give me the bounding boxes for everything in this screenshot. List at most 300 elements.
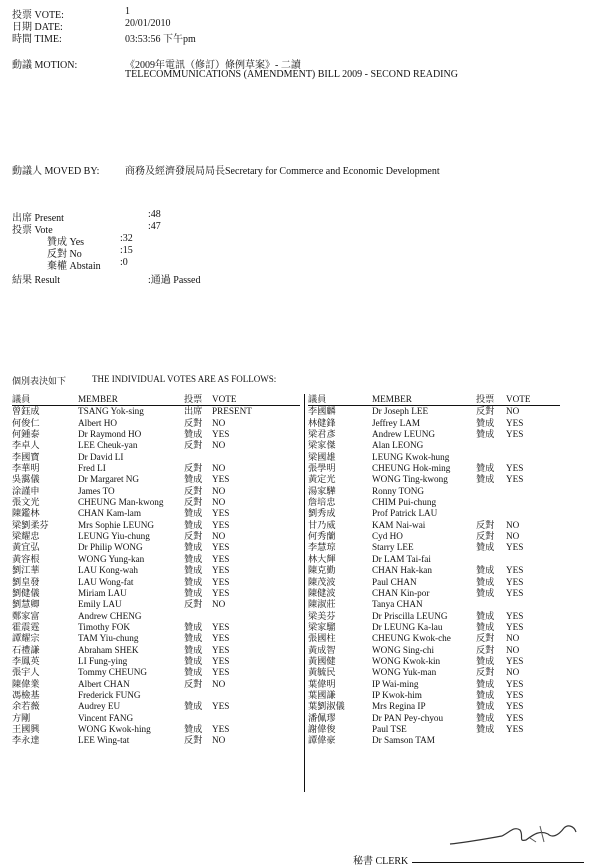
member-name-en: Alan LEONG (372, 440, 424, 451)
table-row (308, 577, 560, 588)
vote-en: YES (506, 678, 524, 689)
member-name-en: Mrs Regina IP (372, 701, 426, 712)
member-name-zh: 黃國健 (308, 655, 336, 666)
member-name-en: Dr LAM Tai-fai (372, 553, 431, 564)
vote-zh: 贊成 (184, 565, 203, 576)
member-name-zh: 黃容根 (12, 553, 40, 564)
vote-en: YES (506, 701, 524, 712)
header-vote-en: VOTE (506, 394, 560, 406)
member-name-en: Timothy FOK (78, 621, 130, 632)
result-label: 結果 Result (12, 275, 61, 286)
table-row (308, 633, 560, 644)
no-label: 反對 No (47, 249, 82, 260)
member-name-en: TAM Yiu-chung (78, 633, 139, 644)
vote-en: NO (212, 531, 226, 542)
table-row (12, 701, 300, 712)
table-row (12, 508, 300, 519)
vote-zh: 贊成 (184, 508, 203, 519)
header-member-zh: 議員 (308, 394, 372, 406)
table-row (12, 406, 300, 418)
member-name-zh: 謝偉俊 (308, 723, 336, 734)
vote-en: YES (212, 701, 230, 712)
member-name-en: LAU Kong-wah (78, 565, 138, 576)
table-row (12, 418, 300, 429)
table-row (12, 577, 300, 588)
vote-en (506, 735, 560, 746)
table-row (308, 474, 560, 485)
table-row (12, 474, 300, 485)
vote-zh: 贊成 (184, 542, 203, 553)
vote-en: YES (212, 644, 230, 655)
clerk-signature (440, 812, 590, 852)
table-row (12, 690, 300, 701)
motion-label: 動議 MOTION: (12, 60, 78, 71)
member-name-zh: 劉秀成 (308, 508, 336, 519)
member-name-en: Andrew LEUNG (372, 429, 436, 440)
vote-en: YES (212, 519, 230, 530)
vote-zh: 贊成 (476, 712, 495, 723)
table-row (12, 452, 300, 463)
member-name-zh: 劉江華 (12, 565, 40, 576)
member-name-zh: 劉慧卿 (12, 599, 40, 610)
vote-en: NO (506, 519, 520, 530)
vote-zh: 贊成 (476, 417, 495, 428)
vote-en: YES (212, 633, 230, 644)
member-name-en: Dr Philip WONG (78, 542, 143, 553)
table-row (308, 599, 560, 610)
table-row (308, 645, 560, 656)
vote-zh: 贊成 (476, 610, 495, 621)
member-name-en: KAM Nai-wai (372, 519, 426, 530)
vote-zh (476, 554, 506, 565)
member-name-en: Dr Margaret NG (78, 474, 140, 485)
member-name-zh: 劉皇發 (12, 576, 40, 587)
table-row (12, 735, 300, 746)
table-row (308, 679, 560, 690)
yes-label: 贊成 Yes (47, 237, 85, 248)
vote-en: YES (506, 587, 524, 598)
member-name-en: Dr LEUNG Ka-lau (372, 621, 443, 632)
member-name-en: WONG Yuk-man (372, 667, 437, 678)
table-row (12, 679, 300, 690)
member-name-en: CHAN Kin-por (372, 587, 430, 598)
table-row (12, 656, 300, 667)
vote-en: NO (506, 667, 520, 678)
vote-en (212, 452, 300, 463)
member-name-en: Albert HO (78, 417, 118, 428)
result-value: :通過 Passed (148, 275, 201, 286)
vote-zh (476, 486, 506, 497)
table-row (308, 735, 560, 746)
member-name-zh: 陳鑑林 (12, 508, 40, 519)
vote-zh: 贊成 (184, 474, 203, 485)
member-name-zh: 梁耀忠 (12, 531, 40, 542)
present-label: 出席 Present (12, 213, 64, 224)
member-name-en: Dr David LI (78, 451, 124, 462)
vote-zh: 出席 (184, 406, 203, 417)
header-vote-zh: 投票 (476, 394, 506, 406)
vote-zh: 贊成 (476, 463, 495, 474)
table-row (12, 463, 300, 474)
member-name-zh: 方剛 (12, 712, 31, 723)
member-name-en: Ronny TONG (372, 485, 424, 496)
member-name-en: LEUNG Yiu-chung (78, 531, 150, 542)
member-name-en: Fred LI (78, 463, 106, 474)
table-row (308, 486, 560, 497)
table-row (12, 667, 300, 678)
member-name-en: Dr Samson TAM (372, 735, 435, 746)
clerk-signature-line (412, 862, 584, 863)
vote-en: PRESENT (212, 406, 252, 417)
member-name-zh: 陳淑莊 (308, 599, 336, 610)
member-name-en: CHIM Pui-chung (372, 497, 437, 508)
member-name-zh: 梁美芬 (308, 610, 336, 621)
table-row (308, 622, 560, 633)
table-row (12, 611, 300, 622)
vote-en: NO (212, 440, 226, 451)
member-name-en: Cyd HO (372, 531, 403, 542)
member-name-zh: 譚偉豪 (308, 735, 336, 746)
time-value: 03:53:56 下午pm (125, 34, 196, 45)
votes-table-right (308, 394, 560, 747)
table-row (12, 554, 300, 565)
member-name-zh: 譚耀宗 (12, 633, 40, 644)
table-row (308, 531, 560, 542)
table-row (308, 554, 560, 565)
table-row (308, 452, 560, 463)
vote-zh (184, 611, 212, 622)
vote-zh: 贊成 (184, 701, 203, 712)
present-value: :48 (148, 209, 161, 220)
member-name-zh: 梁國雄 (308, 451, 336, 462)
member-name-en: Starry LEE (372, 542, 414, 553)
vote-zh: 贊成 (476, 678, 495, 689)
vote-zh: 反對 (184, 440, 203, 451)
member-name-en: Prof Patrick LAU (372, 508, 438, 519)
member-name-zh: 陳茂波 (308, 576, 336, 587)
member-name-en: LEE Wing-tat (78, 735, 130, 746)
vote-zh (184, 452, 212, 463)
vote-zh: 反對 (476, 633, 495, 644)
no-value: :15 (120, 245, 133, 256)
table-row (12, 633, 300, 644)
member-name-en: CHEUNG Kwok-che (372, 633, 451, 644)
member-name-en: WONG Kwok-hing (78, 723, 151, 734)
header-member-en: MEMBER (78, 394, 184, 406)
vote-en (212, 690, 300, 701)
member-name-en: WONG Ting-kwong (372, 474, 448, 485)
vote-en (506, 497, 560, 508)
vote-en (506, 508, 560, 519)
vote-en: YES (506, 610, 524, 621)
table-row (308, 713, 560, 724)
abstain-value: :0 (120, 257, 128, 268)
vote-number-value: 1 (125, 6, 130, 17)
vote-en: YES (506, 429, 524, 440)
vote-zh: 反對 (476, 531, 495, 542)
table-row (12, 565, 300, 576)
vote-en: YES (212, 576, 230, 587)
vote-zh: 反對 (476, 644, 495, 655)
vote-zh: 反對 (476, 667, 495, 678)
vote-zh: 贊成 (476, 621, 495, 632)
table-row (12, 724, 300, 735)
vote-en (212, 611, 300, 622)
vote-zh: 反對 (476, 519, 495, 530)
vote-en: NO (506, 406, 520, 417)
member-name-en: LAU Wong-fat (78, 576, 134, 587)
vote-en: NO (506, 531, 520, 542)
member-name-en: LEE Cheuk-yan (78, 440, 138, 451)
member-name-zh: 葉偉明 (308, 678, 336, 689)
vote-zh (184, 690, 212, 701)
votes-table-left (12, 394, 300, 747)
member-name-en: Paul CHAN (372, 576, 417, 587)
vote-en: YES (212, 565, 230, 576)
member-name-en: Paul TSE (372, 723, 407, 734)
vote-en (506, 486, 560, 497)
member-name-zh: 葉國謙 (308, 689, 336, 700)
vote-en (506, 452, 560, 463)
vote-number-label: 投票 VOTE: (12, 10, 64, 21)
table-row (308, 542, 560, 553)
vote-zh: 贊成 (476, 701, 495, 712)
member-name-en: Miriam LAU (78, 587, 127, 598)
vote-en: YES (212, 542, 230, 553)
member-name-zh: 林大輝 (308, 553, 336, 564)
vote-en: NO (212, 599, 226, 610)
member-name-en: Jeffrey LAM (372, 417, 421, 428)
member-name-en: Emily LAU (78, 599, 122, 610)
member-name-en: WONG Sing-chi (372, 644, 435, 655)
member-name-zh: 李永達 (12, 735, 40, 746)
member-name-en: Frederick FUNG (78, 689, 141, 700)
member-name-en: Tommy CHEUNG (78, 667, 148, 678)
clerk-label: 秘書 CLERK (353, 856, 409, 867)
member-name-en: Dr PAN Pey-chyou (372, 712, 444, 723)
motion-title-zh: 《2009年電訊（修訂）條例草案》- 二讀 (125, 60, 301, 71)
vote-zh: 反對 (184, 463, 203, 474)
table-row (308, 588, 560, 599)
vote-zh: 贊成 (184, 655, 203, 666)
vote-en: NO (212, 678, 226, 689)
member-name-en: Mrs Sophie LEUNG (78, 519, 155, 530)
abstain-label: 棄權 Abstain (47, 261, 101, 272)
vote-zh: 贊成 (476, 474, 495, 485)
vote-zh: 贊成 (476, 542, 495, 553)
vote-en: YES (506, 689, 524, 700)
member-name-zh: 何鍾泰 (12, 429, 40, 440)
vote-zh: 贊成 (476, 655, 495, 666)
individual-votes-label-en: THE INDIVIDUAL VOTES ARE AS FOLLOWS: (92, 374, 277, 384)
member-name-en: Dr Raymond HO (78, 429, 142, 440)
table-row (308, 565, 560, 576)
member-name-zh: 吳靄儀 (12, 474, 40, 485)
vote-en: YES (506, 576, 524, 587)
member-name-zh: 霍震霆 (12, 621, 40, 632)
member-name-zh: 張學明 (308, 463, 336, 474)
member-name-zh: 鄭家富 (12, 610, 40, 621)
table-header-row (12, 394, 300, 406)
member-name-en: CHAN Hak-kan (372, 565, 432, 576)
vote-zh: 贊成 (184, 667, 203, 678)
member-name-zh: 梁家騮 (308, 621, 336, 632)
vote-zh: 贊成 (184, 644, 203, 655)
vote-zh: 贊成 (184, 621, 203, 632)
vote-en: NO (212, 463, 226, 474)
time-label: 時間 TIME: (12, 34, 62, 45)
member-name-en: CHAN Kam-lam (78, 508, 142, 519)
table-row (308, 724, 560, 735)
vote-en: NO (212, 497, 226, 508)
vote-zh (476, 452, 506, 463)
member-name-en: Tanya CHAN (372, 599, 423, 610)
member-name-en: Vincent FANG (78, 712, 134, 723)
table-row (308, 418, 560, 429)
vote-en: NO (212, 485, 226, 496)
table-row (12, 497, 300, 508)
motion-title-en: TELECOMMUNICATIONS (AMENDMENT) BILL 2009 - SECOND READING (125, 69, 458, 80)
member-name-zh: 王國興 (12, 723, 40, 734)
date-label: 日期 DATE: (12, 22, 63, 33)
vote-zh: 贊成 (476, 723, 495, 734)
member-name-en: James TO (78, 485, 115, 496)
member-name-zh: 黃定光 (308, 474, 336, 485)
vote-count-label: 投票 Vote (12, 225, 53, 236)
member-name-zh: 馮檢基 (12, 689, 40, 700)
vote-zh: 反對 (184, 735, 203, 746)
vote-zh (476, 735, 506, 746)
vote-zh: 贊成 (476, 429, 495, 440)
member-name-zh: 石禮謙 (12, 644, 40, 655)
vote-zh: 反對 (184, 497, 203, 508)
vote-zh: 贊成 (184, 576, 203, 587)
header-member-zh: 議員 (12, 394, 78, 406)
member-name-en: WONG Kwok-kin (372, 655, 441, 666)
yes-value: :32 (120, 233, 133, 244)
member-name-en: IP Kwok-him (372, 689, 422, 700)
table-row (12, 599, 300, 610)
member-name-zh: 黃毓民 (308, 667, 336, 678)
table-row (308, 440, 560, 451)
member-name-en: Dr Priscilla LEUNG (372, 610, 448, 621)
member-name-zh: 潘佩璆 (308, 712, 336, 723)
member-name-zh: 李國麟 (308, 406, 336, 417)
table-row (12, 713, 300, 724)
table-row (308, 611, 560, 622)
table-row (12, 429, 300, 440)
vote-en: NO (506, 644, 520, 655)
table-row (308, 667, 560, 678)
vote-zh: 反對 (184, 678, 203, 689)
vote-en: YES (212, 667, 230, 678)
header-member-en: MEMBER (372, 394, 476, 406)
member-name-en: CHEUNG Man-kwong (78, 497, 164, 508)
vote-en (506, 554, 560, 565)
member-name-zh: 張文光 (12, 497, 40, 508)
vote-zh: 贊成 (184, 519, 203, 530)
vote-en: YES (212, 508, 230, 519)
member-name-zh: 甘乃威 (308, 519, 336, 530)
vote-en: YES (506, 542, 524, 553)
member-name-zh: 梁劉柔芬 (12, 519, 49, 530)
vote-en: YES (212, 587, 230, 598)
member-name-en: IP Wai-ming (372, 678, 419, 689)
table-row (12, 645, 300, 656)
member-name-zh: 涂謹申 (12, 485, 40, 496)
header-vote-zh: 投票 (184, 394, 212, 406)
vote-zh: 反對 (184, 599, 203, 610)
vote-en: NO (212, 417, 226, 428)
table-row (12, 486, 300, 497)
member-name-zh: 余若薇 (12, 701, 40, 712)
member-name-zh: 何秀蘭 (308, 531, 336, 542)
vote-zh: 贊成 (184, 553, 203, 564)
member-name-zh: 梁君彥 (308, 429, 336, 440)
member-name-zh: 黃成智 (308, 644, 336, 655)
member-name-zh: 湯家驊 (308, 485, 336, 496)
moved-by-label: 動議人 MOVED BY: (12, 166, 100, 177)
member-name-zh: 李國寶 (12, 451, 40, 462)
table-row (308, 429, 560, 440)
table-row (308, 497, 560, 508)
vote-en: YES (506, 474, 524, 485)
table-row (12, 542, 300, 553)
vote-count-value: :47 (148, 221, 161, 232)
member-name-en: Albert CHAN (78, 678, 130, 689)
member-name-zh: 陳克勤 (308, 565, 336, 576)
member-name-zh: 張宇人 (12, 667, 40, 678)
header-vote-en: VOTE (212, 394, 300, 406)
vote-en: YES (506, 723, 524, 734)
member-name-zh: 曾鈺成 (12, 406, 40, 417)
member-name-zh: 陳偉業 (12, 678, 40, 689)
vote-zh: 反對 (476, 406, 495, 417)
vote-zh: 反對 (184, 417, 203, 428)
vote-zh (476, 497, 506, 508)
member-name-en: CHEUNG Hok-ming (372, 463, 451, 474)
vote-zh: 贊成 (184, 633, 203, 644)
member-name-zh: 張國柱 (308, 633, 336, 644)
member-name-en: Audrey EU (78, 701, 121, 712)
vote-en (212, 713, 300, 724)
column-divider (304, 394, 305, 792)
table-row (12, 588, 300, 599)
table-row (308, 406, 560, 418)
member-name-zh: 何俊仁 (12, 417, 40, 428)
member-name-zh: 詹培忠 (308, 497, 336, 508)
member-name-zh: 林健鋒 (308, 417, 336, 428)
table-row (12, 622, 300, 633)
vote-zh (476, 599, 506, 610)
vote-zh: 贊成 (184, 587, 203, 598)
vote-zh: 贊成 (476, 576, 495, 587)
member-name-zh: 梁家傑 (308, 440, 336, 451)
vote-zh (184, 713, 212, 724)
member-name-zh: 劉健儀 (12, 587, 40, 598)
vote-zh: 反對 (184, 531, 203, 542)
member-name-zh: 黃宜弘 (12, 542, 40, 553)
vote-en: YES (506, 565, 524, 576)
member-name-zh: 葉劉淑儀 (308, 701, 345, 712)
member-name-zh: 李慧琼 (308, 542, 336, 553)
table-row (308, 701, 560, 712)
vote-zh: 贊成 (476, 587, 495, 598)
table-row (308, 508, 560, 519)
table-header-row (308, 394, 560, 406)
vote-en: YES (506, 463, 524, 474)
member-name-zh: 李華明 (12, 463, 40, 474)
